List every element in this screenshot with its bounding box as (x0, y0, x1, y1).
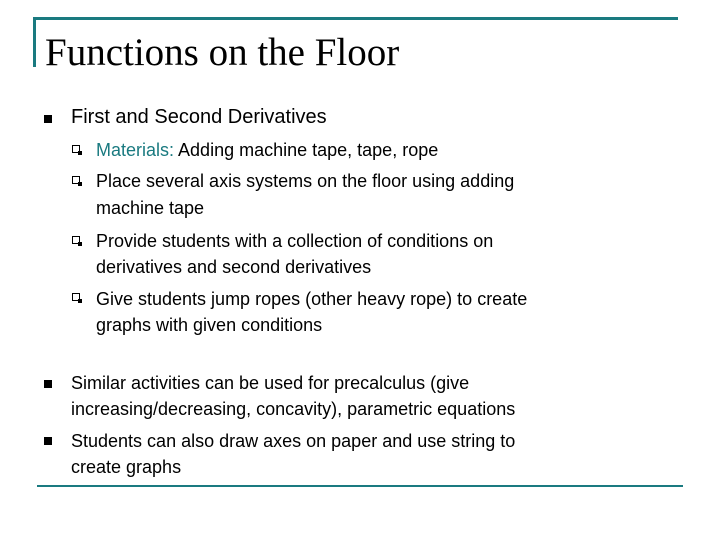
sub-item-axis-systems-line1: Place several axis systems on the floor using adding (96, 171, 515, 191)
bottom-divider-line (37, 485, 683, 487)
bullet-draw-axes-line2: create graphs (71, 457, 182, 477)
hollow-square-bullet-icon (72, 236, 80, 244)
title-frame-top-line (33, 17, 678, 20)
square-bullet-icon (44, 437, 52, 445)
sub-item-jump-ropes-line1: Give students jump ropes (other heavy rope) to create (96, 289, 528, 309)
materials-text: Adding machine tape, tape, rope (174, 140, 439, 160)
bullet-first-second-derivatives: First and Second Derivatives (71, 106, 327, 128)
square-bullet-icon (44, 115, 52, 123)
sub-item-conditions-line1: Provide students with a collection of conditions on (96, 231, 494, 251)
square-bullet-icon (44, 380, 52, 388)
materials-label: Materials: (96, 140, 175, 160)
sub-item-axis-systems-line2: machine tape (96, 198, 205, 218)
bullet-precalculus-line1: Similar activities can be used for precalculus (give (71, 373, 470, 393)
slide-title: Functions on the Floor (45, 31, 400, 74)
bullet-precalculus-line2: increasing/decreasing, concavity), parametric equations (71, 399, 516, 419)
hollow-square-bullet-icon (72, 176, 80, 184)
sub-item-materials (96, 137, 641, 163)
hollow-square-bullet-icon (72, 145, 80, 153)
sub-item-jump-ropes-line2: graphs with given conditions (96, 315, 323, 335)
hollow-square-bullet-icon (72, 293, 80, 301)
bullet-draw-axes-line1: Students can also draw axes on paper and use string to (71, 431, 516, 451)
sub-item-conditions-line2: derivatives and second derivatives (96, 257, 372, 277)
title-frame-left-line (33, 17, 36, 67)
